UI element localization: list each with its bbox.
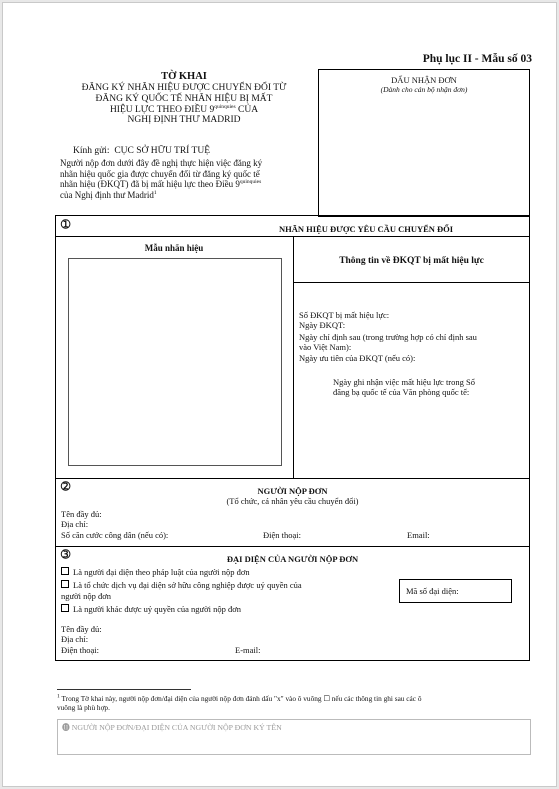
invalidation-record-field[interactable]: Ngày ghi nhận việc mất hiệu lực trong Sổ đăng bạ quốc tế của Văn phòng quốc tế:: [333, 377, 475, 398]
option-legal-rep[interactable]: Là người đại diện theo pháp luật của người nộp đơn: [61, 567, 361, 577]
stamp-box: [318, 69, 530, 217]
section2-subtitle: (Tổ chức, cá nhân yêu cầu chuyển đổi): [226, 496, 359, 506]
divider: [55, 478, 530, 479]
recipient-value: CỤC SỞ HỮU TRÍ TUỆ: [114, 146, 211, 156]
applicant-phone-field[interactable]: Điện thoại:: [263, 529, 302, 540]
applicant-id-field[interactable]: Số căn cước công dân (nếu có):: [61, 529, 169, 540]
form-title-line2: ĐĂNG KÝ QUỐC TẾ NHÃN HIỆU BỊ MẤT: [95, 93, 273, 104]
checkbox[interactable]: [61, 580, 69, 588]
section1-number: ➀: [61, 219, 71, 231]
ikqt-info-title: Thông tin về ĐKQT bị mất hiệu lực: [339, 256, 484, 266]
footnote: $^1$ Trong Tờ khai này, người nộp đơn/đại diện của người nộp đơn đánh dấu "x" vào ô vuông ☐ nếu các thông tin ghi sau các ô vuông là phù hợp.: [57, 693, 422, 712]
rep-phone-field[interactable]: Điện thoại:: [61, 644, 100, 655]
later-designation-field[interactable]: Ngày chỉ định sau (trong trường hợp có chỉ định sau: [299, 331, 477, 342]
intro-paragraph: Người nộp đơn dưới đây đề nghị thực hiện việc đăng ký nhãn hiệu quốc gia được chuyển đổi từ đăng ký quốc tế nhãn hiệu (ĐKQT) đã bị mất hiệu lực theo Điều $9^{quinquies}$ của Nghị định thư Madrid$^1$: [60, 158, 263, 200]
rep-code-label: Mã số đại diện:: [406, 586, 459, 596]
rep-address-field[interactable]: Địa chỉ:: [61, 634, 89, 645]
appendix-label: Phụ lục II - Mẫu số 03: [422, 53, 532, 65]
ikqt-fields: Số ĐKQT bị mất hiệu lực: Ngày ĐKQT: Ngày chỉ định sau (trong trường hợp có chỉ định sau vào Việt Nam): Ngày ưu tiên của ĐKQT (nếu có):: [299, 310, 525, 363]
section2-number: ➁: [61, 481, 71, 493]
section3-number: ➂: [61, 549, 71, 561]
form-title-line3: HIỆU LỰC THEO ĐIỀU $9^{quinquies}$ CỦA: [109, 103, 259, 115]
form-title-line4: NGHỊ ĐỊNH THƯ MADRID: [127, 115, 241, 126]
stamp-box-subtitle: (Dành cho cán bộ nhận đơn): [380, 85, 468, 95]
section2-title: NGƯỜI NỘP ĐƠN: [257, 486, 328, 496]
ikqt-date-field[interactable]: Ngày ĐKQT:: [299, 320, 346, 331]
section1-title: NHÃN HIỆU ĐƯỢC YÊU CẦU CHUYỂN ĐỔI: [279, 224, 454, 234]
applicant-address-field[interactable]: Địa chỉ:: [61, 519, 89, 530]
mark-sample-box[interactable]: [68, 258, 282, 466]
applicant-email-field[interactable]: Email:: [407, 529, 430, 540]
stamp-box-title: DẤU NHẬN ĐƠN: [391, 75, 457, 85]
form-title: [53, 71, 315, 126]
signature-box[interactable]: [57, 719, 531, 755]
form-heading: TỜ KHAI: [161, 71, 207, 82]
checkbox[interactable]: [61, 604, 69, 612]
footnote-separator: [57, 689, 191, 690]
document-page: [2, 2, 557, 787]
rep-email-field[interactable]: E-mail:: [235, 644, 261, 655]
option-ip-service[interactable]: Là tổ chức dịch vụ đại diện sở hữu công nghiệp được uỷ quyền của người nộp đơn: [61, 580, 302, 601]
mark-sample-label: Mẫu nhãn hiệu: [144, 243, 204, 253]
divider: [293, 236, 294, 478]
divider: [55, 546, 530, 547]
applicant-fields: [61, 509, 521, 541]
section3-title: ĐẠI DIỆN CỦA NGƯỜI NỘP ĐƠN: [226, 554, 359, 564]
signature-box-title: ⓫ NGƯỜI NỘP ĐƠN/ĐẠI DIỆN CỦA NGƯỜI NỘP ĐƠN KÝ TÊN: [62, 723, 282, 732]
option-other-authorized[interactable]: Là người khác được uỷ quyền của người nộp đơn: [61, 604, 361, 614]
priority-date-field[interactable]: Ngày ưu tiên của ĐKQT (nếu có):: [299, 352, 416, 363]
recipient-label: Kính gửi:: [73, 146, 110, 156]
divider: [293, 282, 530, 283]
applicant-name-field[interactable]: Tên đầy đủ:: [61, 509, 102, 519]
rep-name-field[interactable]: Tên đầy đủ:: [61, 624, 102, 634]
form-title-line1: ĐĂNG KÝ NHÃN HIỆU ĐƯỢC CHUYỂN ĐỔI TỪ: [81, 83, 287, 93]
ikqt-number-field[interactable]: Số ĐKQT bị mất hiệu lực:: [299, 310, 390, 320]
rep-code-box[interactable]: [399, 579, 512, 603]
representative-options: [61, 567, 361, 615]
recipient: [73, 146, 210, 157]
checkbox[interactable]: [61, 567, 69, 575]
representative-fields: [61, 624, 521, 656]
